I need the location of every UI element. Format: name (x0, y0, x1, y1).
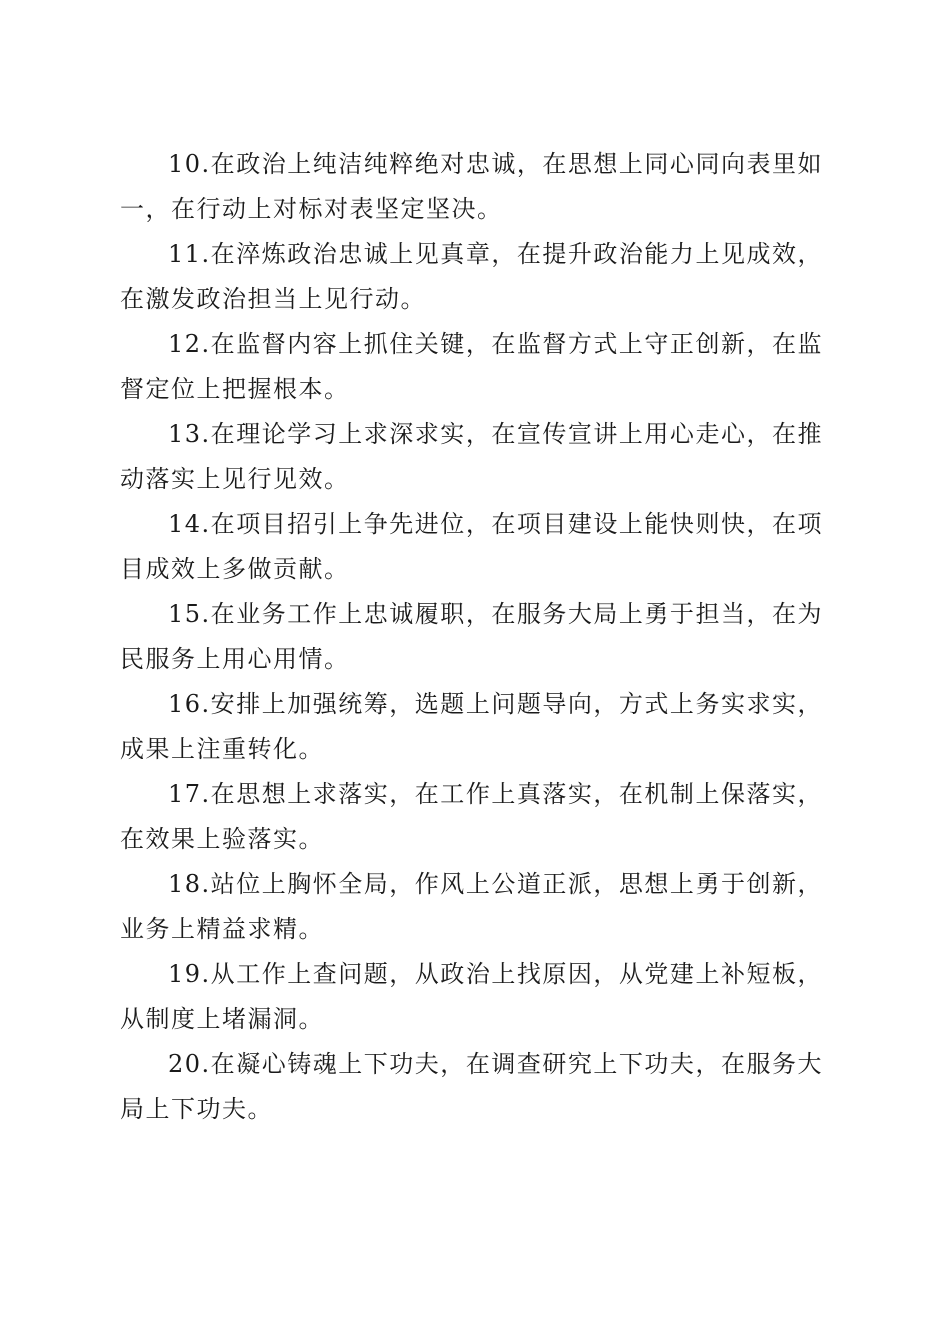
document-body (120, 142, 823, 1132)
paragraph-11: 11.在淬炼政治忠诚上见真章，在提升政治能力上见成效，在激发政治担当上见行动。 (120, 240, 823, 313)
paragraph-10: 10.在政治上纯洁纯粹绝对忠诚，在思想上同心同向表里如一，在行动上对标对表坚定坚决。 (120, 150, 823, 223)
paragraph-18: 18.站位上胸怀全局，作风上公道正派，思想上勇于创新，业务上精益求精。 (120, 870, 823, 943)
paragraph-15: 15.在业务工作上忠诚履职，在服务大局上勇于担当，在为民服务上用心用情。 (120, 600, 823, 673)
paragraph-16: 16.安排上加强统筹，选题上问题导向，方式上务实求实，成果上注重转化。 (120, 690, 823, 763)
paragraph-13: 13.在理论学习上求深求实，在宣传宣讲上用心走心，在推动落实上见行见效。 (120, 420, 823, 493)
paragraph-17: 17.在思想上求落实，在工作上真落实，在机制上保落实，在效果上验落实。 (120, 780, 823, 853)
paragraph-20: 20.在凝心铸魂上下功夫，在调查研究上下功夫，在服务大局上下功夫。 (120, 1050, 823, 1123)
paragraph-12: 12.在监督内容上抓住关键，在监督方式上守正创新，在监督定位上把握根本。 (120, 330, 823, 403)
paragraph-19: 19.从工作上查问题，从政治上找原因，从党建上补短板，从制度上堵漏洞。 (120, 960, 823, 1033)
paragraph-14: 14.在项目招引上争先进位，在项目建设上能快则快，在项目成效上多做贡献。 (120, 510, 823, 583)
